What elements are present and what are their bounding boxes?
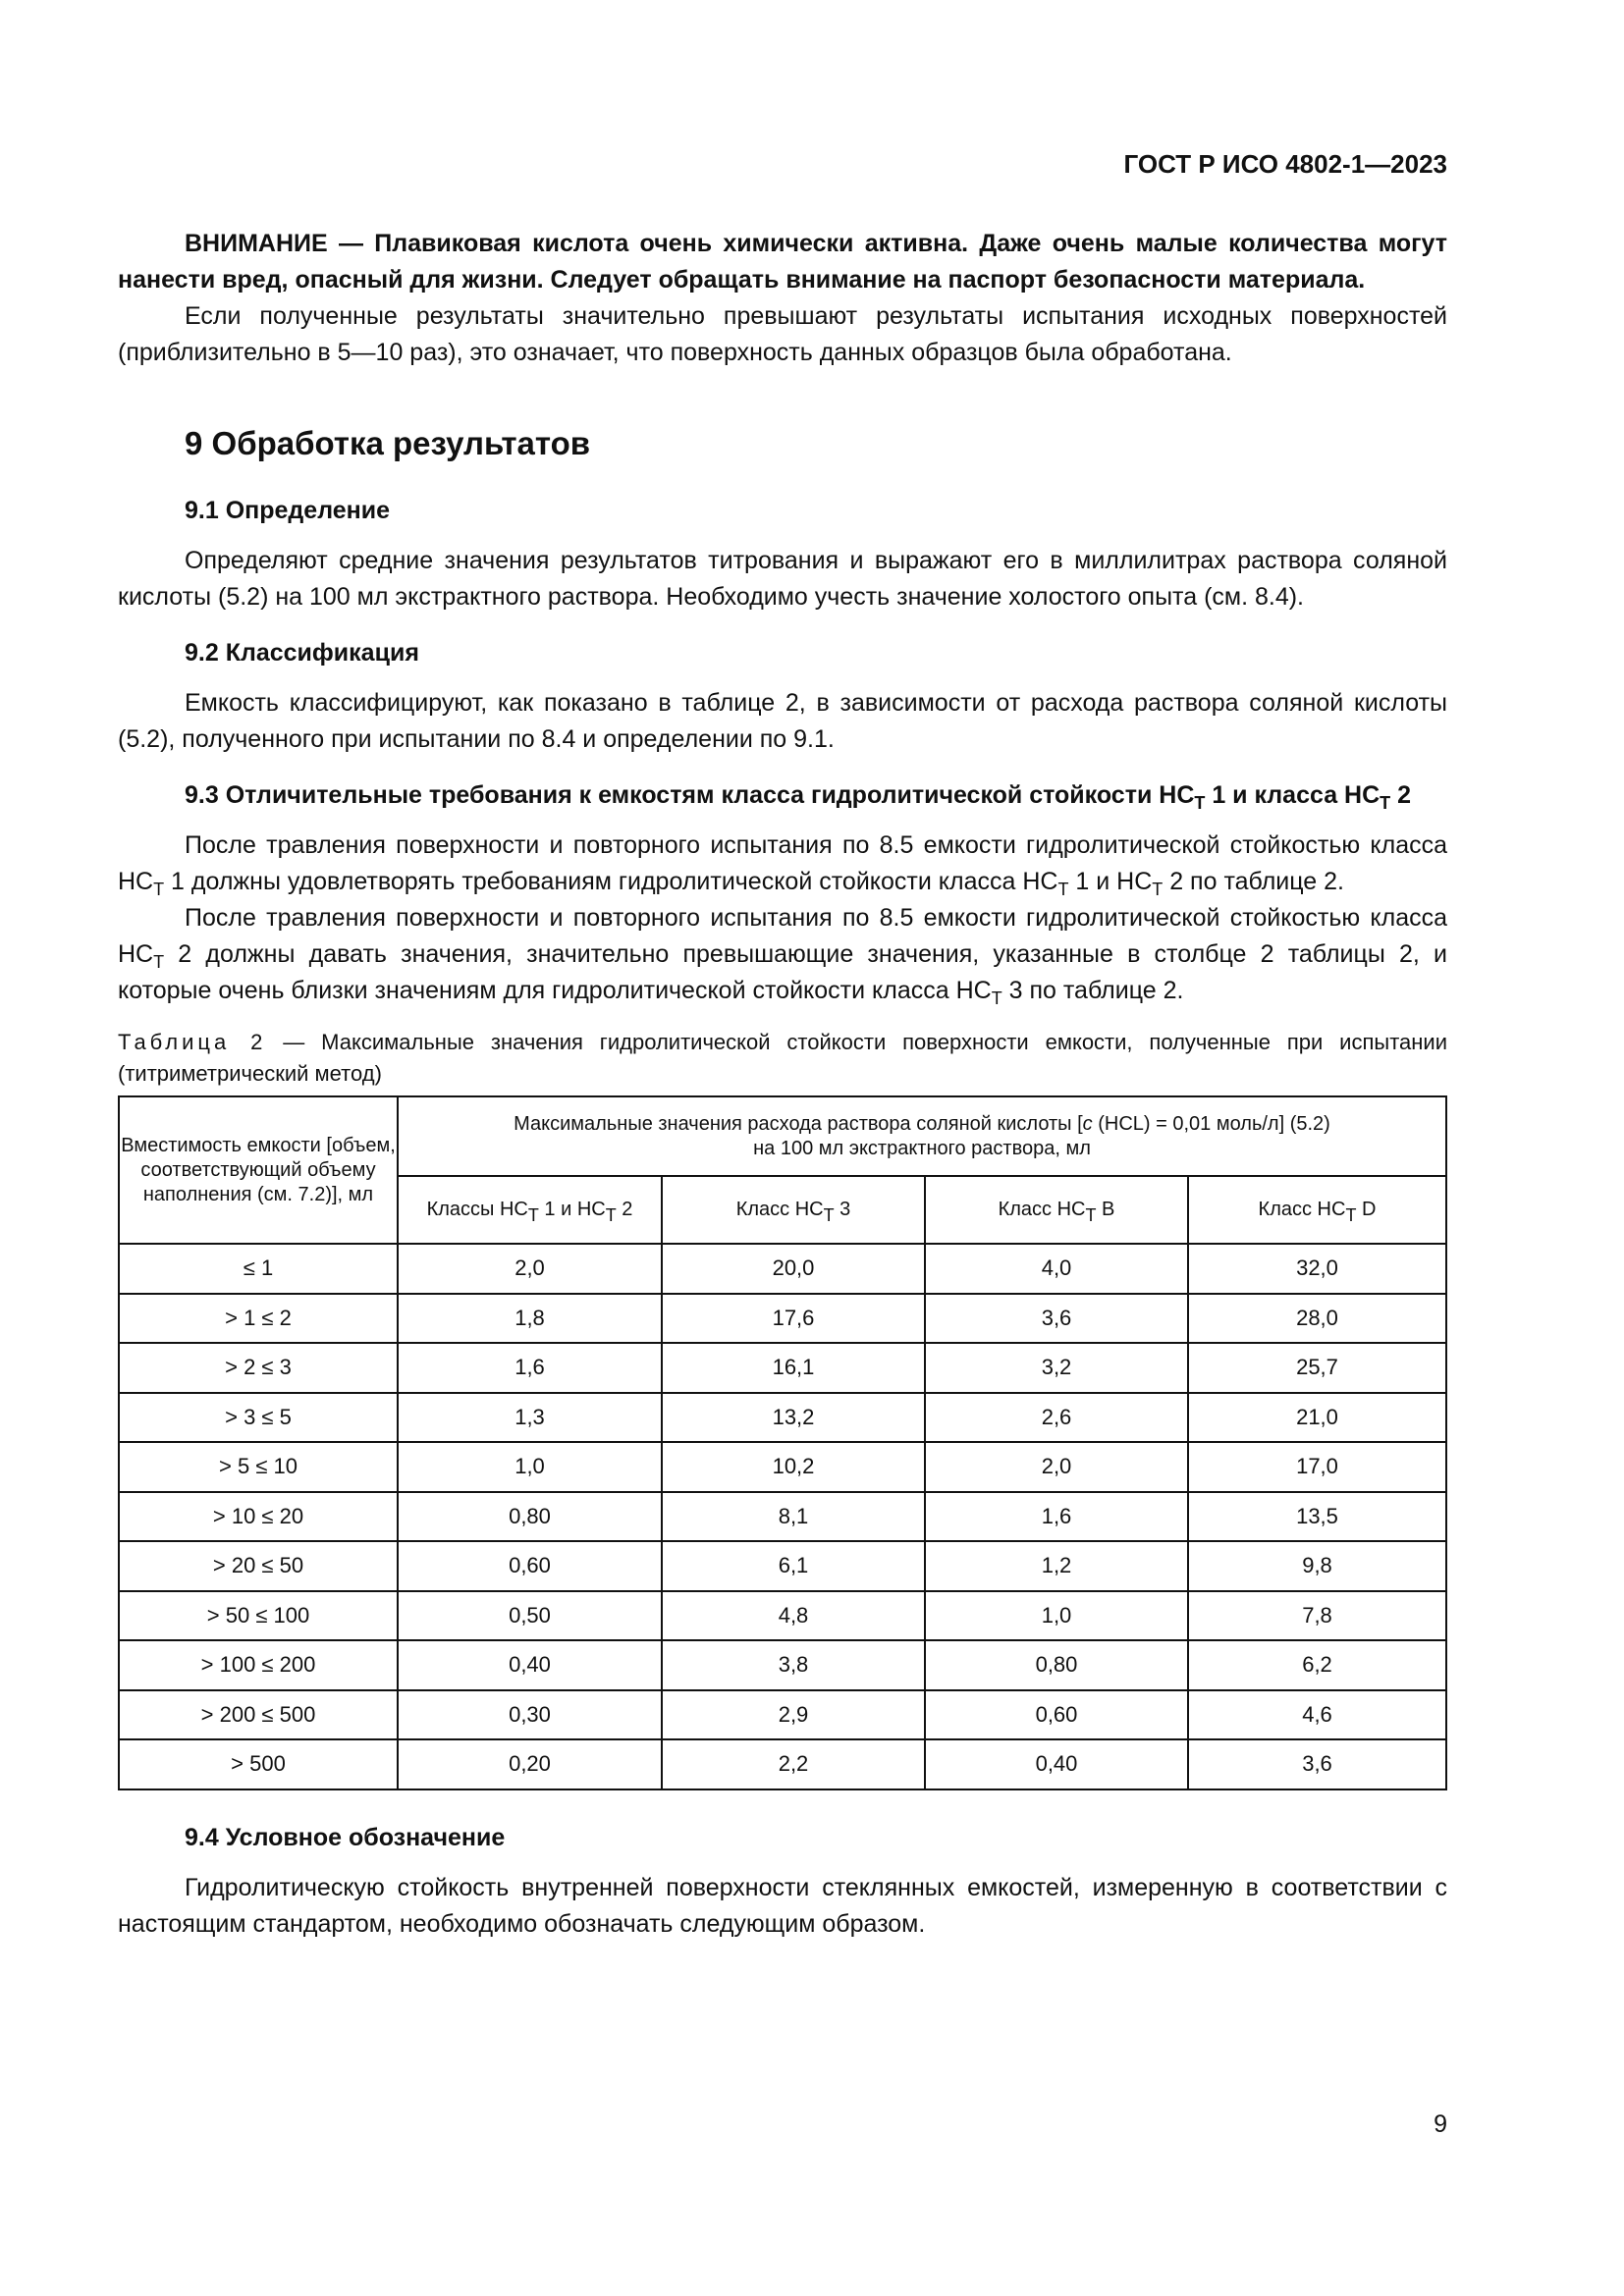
- table-cell: 2,0: [398, 1244, 662, 1294]
- section-title: 9 Обработка результатов: [185, 425, 591, 461]
- table-cell: 1,0: [925, 1591, 1188, 1641]
- table-cell: 16,1: [662, 1343, 925, 1393]
- paragraph-9-4: Гидролитическую стойкость внутренней поверхности стеклянных емкостей, измеренную в соответствии с настоящим стандартом, необходимо обозначать следующим образом.: [118, 1873, 1447, 1938]
- table-row: [119, 1739, 1446, 1789]
- table-cell: 17,6: [662, 1294, 925, 1344]
- table-cell: 6,1: [662, 1541, 925, 1591]
- paragraph-9-1: Определяют средние значения результатов титрования и выражают его в миллилитрах раствора соляной кислоты (5.2) на 100 мл экстрактного раствора. Необходимо учесть значение холостого опыта (см. 8.4).: [118, 547, 1447, 611]
- table-row: [119, 1343, 1446, 1393]
- table-cell: 3,8: [662, 1640, 925, 1690]
- table-cell: 4,0: [925, 1244, 1188, 1294]
- subsection-title-9-2: 9.2 Классификация: [185, 639, 419, 667]
- table-cell: 28,0: [1188, 1294, 1446, 1344]
- table-cell: 13,5: [1188, 1492, 1446, 1542]
- table-cell: 4,8: [662, 1591, 925, 1641]
- table-cell: > 2 ≤ 3: [119, 1343, 398, 1393]
- subsection-title-9-1: 9.1 Определение: [185, 497, 391, 524]
- table-row: [119, 1294, 1446, 1344]
- table-cell: > 10 ≤ 20: [119, 1492, 398, 1542]
- table-cell: 3,6: [1188, 1739, 1446, 1789]
- table-cell: 1,3: [398, 1393, 662, 1443]
- table-row: [119, 1492, 1446, 1542]
- table-cell: 2,6: [925, 1393, 1188, 1443]
- table-cell: > 500: [119, 1739, 398, 1789]
- page-content: [118, 226, 1447, 1943]
- col-header-capacity: Вместимость емкости [объем, соответствующий объему наполнения (см. 7.2)], мл: [119, 1096, 398, 1244]
- table-cell: 21,0: [1188, 1393, 1446, 1443]
- table-cell: 0,60: [925, 1690, 1188, 1740]
- table-row: [119, 1393, 1446, 1443]
- table-cell: 1,8: [398, 1294, 662, 1344]
- page-number: 9: [1434, 2110, 1447, 2138]
- paragraph-9-2: Емкость классифицируют, как показано в таблице 2, в зависимости от расхода раствора соляной кислоты (5.2), полученного при испытании по 8.4 и определении по 9.1.: [118, 689, 1447, 753]
- table-cell: 9,8: [1188, 1541, 1446, 1591]
- table-cell: 0,60: [398, 1541, 662, 1591]
- table-cell: 2,2: [662, 1739, 925, 1789]
- warning-paragraph: ВНИМАНИЕ — Плавиковая кислота очень химически активна. Даже очень малые количества могут нанести вред, опасный для жизни. Следует обращать внимание на паспорт безопасности материала.: [118, 230, 1447, 294]
- table-cell: 0,30: [398, 1690, 662, 1740]
- paragraph-9-3-b: После травления поверхности и повторного испытания по 8.5 емкости гидролитической стойкостью класса $HC_T$ 2 должны давать значения, значительно превышающие значения, указанные в столбце 2 таблицы 2, и которые очень близки значениям для гидролитической стойкости класса $HC_T$ 3 по таблице 2.: [118, 904, 1447, 1008]
- table-cell: 2,0: [925, 1442, 1188, 1492]
- table-cell: 8,1: [662, 1492, 925, 1542]
- paragraph: Если полученные результаты значительно превышают результаты испытания исходных поверхностей (приблизительно в 5—10 раз), это означает, что поверхность данных образцов была обработана.: [118, 302, 1447, 366]
- subsection-title-9-4: 9.4 Условное обозначение: [185, 1823, 506, 1851]
- table-cell: 13,2: [662, 1393, 925, 1443]
- table-cell: 6,2: [1188, 1640, 1446, 1690]
- table-cell: 0,50: [398, 1591, 662, 1641]
- table-cell: 1,2: [925, 1541, 1188, 1591]
- paragraph-9-3-a: После травления поверхности и повторного испытания по 8.5 емкости гидролитической стойкостью класса $HC_T$ 1 должны удовлетворять требованиям гидролитической стойкости класса $HC_T$ 1 и $HC_T$ 2 по таблице 2.: [118, 831, 1447, 899]
- table-cell: 0,80: [398, 1492, 662, 1542]
- table-row: [119, 1244, 1446, 1294]
- table-caption: Таблица 2 — Максимальные значения гидролитической стойкости поверхности емкости, полученные при испытании (титриметрический метод): [118, 1030, 1447, 1086]
- table-cell: > 20 ≤ 50: [119, 1541, 398, 1591]
- table-cell: 7,8: [1188, 1591, 1446, 1641]
- table-cell: 3,6: [925, 1294, 1188, 1344]
- table-cell: 25,7: [1188, 1343, 1446, 1393]
- table-cell: 0,40: [925, 1739, 1188, 1789]
- col-header-class-3: Класс $HC_T$ 3: [662, 1176, 925, 1244]
- table-cell: > 1 ≤ 2: [119, 1294, 398, 1344]
- table-cell: > 3 ≤ 5: [119, 1393, 398, 1443]
- table-cell: > 5 ≤ 10: [119, 1442, 398, 1492]
- col-header-class-1-2: Классы $HC_T$ 1 и $HC_T$ 2: [398, 1176, 662, 1244]
- table-cell: 0,20: [398, 1739, 662, 1789]
- table-cell: 10,2: [662, 1442, 925, 1492]
- table-cell: 2,9: [662, 1690, 925, 1740]
- table-cell: 20,0: [662, 1244, 925, 1294]
- document-header: ГОСТ Р ИСО 4802-1—2023: [1123, 149, 1447, 179]
- results-table: [118, 1095, 1447, 1790]
- table-cell: 4,6: [1188, 1690, 1446, 1740]
- table-cell: 32,0: [1188, 1244, 1446, 1294]
- table-row: [119, 1591, 1446, 1641]
- table-row: [119, 1442, 1446, 1492]
- col-header-class-b: Класс $HC_T$ B: [925, 1176, 1188, 1244]
- table-cell: 1,0: [398, 1442, 662, 1492]
- table-cell: 0,80: [925, 1640, 1188, 1690]
- table-cell: 0,40: [398, 1640, 662, 1690]
- table-cell: 1,6: [925, 1492, 1188, 1542]
- table-row: [119, 1690, 1446, 1740]
- table-cell: 17,0: [1188, 1442, 1446, 1492]
- table-cell: ≤ 1: [119, 1244, 398, 1294]
- table-cell: > 200 ≤ 500: [119, 1690, 398, 1740]
- table-cell: > 50 ≤ 100: [119, 1591, 398, 1641]
- table-cell: 3,2: [925, 1343, 1188, 1393]
- table-row: [119, 1640, 1446, 1690]
- col-group-header: Максимальные значения расхода раствора соляной кислоты [c (HCL) = 0,01 моль/л] (5.2) на 100 мл экстрактного раствора, мл: [398, 1096, 1446, 1176]
- col-header-class-d: Класс $HC_T$ D: [1188, 1176, 1446, 1244]
- table-cell: > 100 ≤ 200: [119, 1640, 398, 1690]
- table-row: [119, 1541, 1446, 1591]
- subsection-title-9-3: 9.3 Отличительные требования к емкостям класса гидролитической стойкости $HC_T$ 1 и класса $HC_T$ 2: [185, 781, 1412, 813]
- table-cell: 1,6: [398, 1343, 662, 1393]
